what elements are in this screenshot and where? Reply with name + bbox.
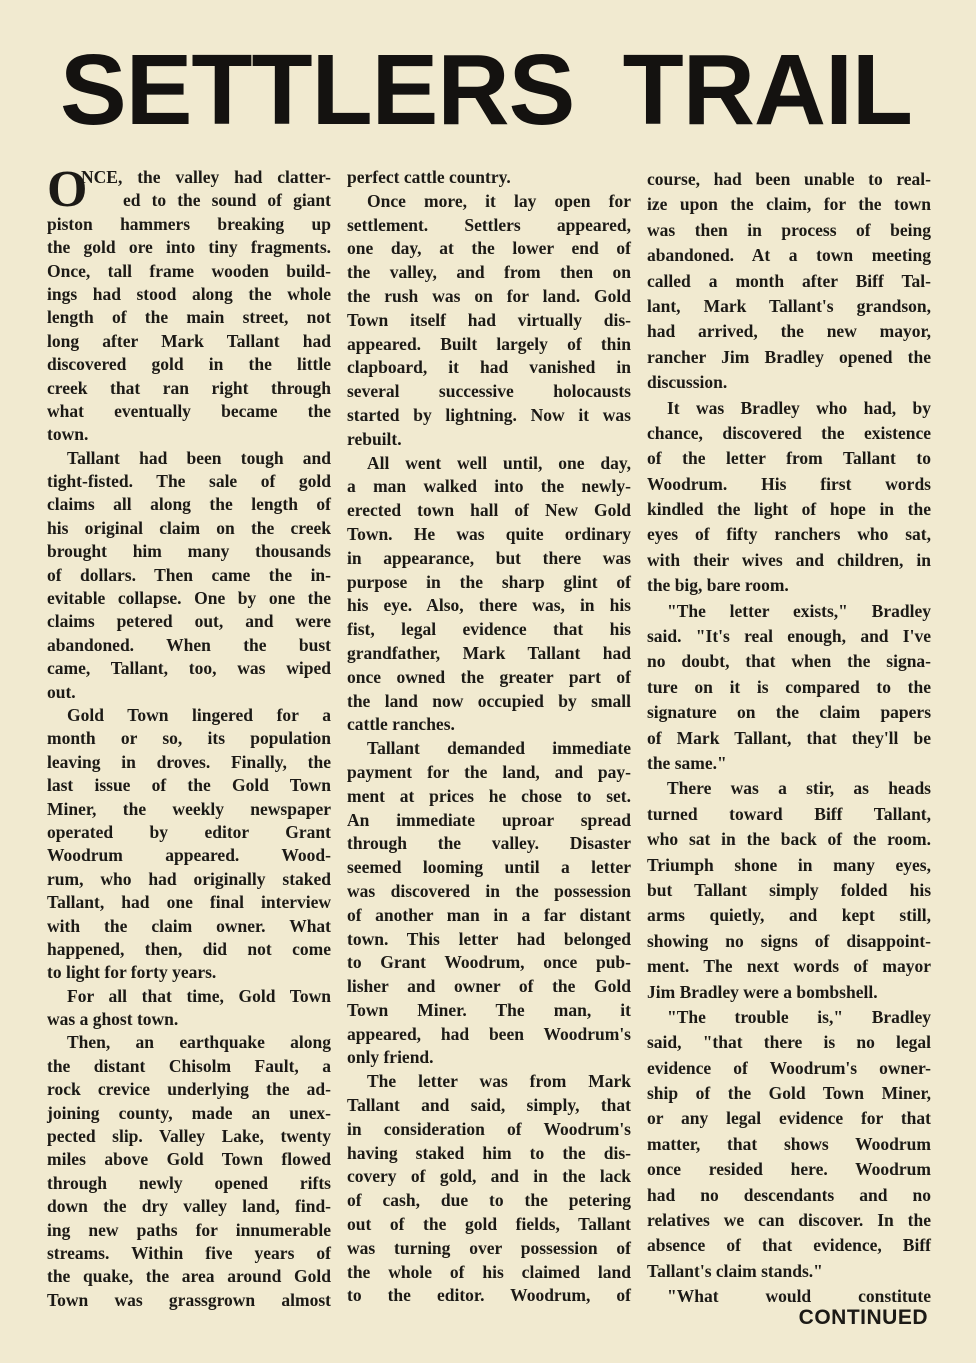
text-line: showing no signs of disappoint- [647, 930, 931, 951]
text-line: chance, discovered the existence [647, 422, 931, 443]
paragraph [347, 166, 631, 190]
text-line: was then in process of being [647, 219, 931, 240]
text-line: to Grant Woodrum, once pub- [347, 952, 631, 973]
text-line: ment at prices he chose to set. [347, 785, 631, 806]
paragraph [347, 452, 631, 738]
text-line: the distant Chisolm Fault, a [47, 1055, 331, 1076]
text-line: came, Tallant, too, was wiped [47, 658, 331, 679]
page-title [60, 30, 912, 150]
paragraph [47, 985, 331, 1032]
text-line: There was a stir, as heads [667, 778, 931, 799]
text-line: of cash, due to the petering [347, 1190, 631, 1211]
text-line: signature on the claim papers [647, 702, 931, 723]
text-line: in consideration of Woodrum's [347, 1118, 631, 1139]
text-line: Once more, it lay open for [367, 190, 631, 211]
text-line: Woodrum. His first words [647, 473, 931, 494]
text-line: covery of gold, and in the lack [347, 1166, 631, 1187]
text-line: out of the gold fields, Tallant [347, 1214, 631, 1235]
text-line: the gold ore into tiny fragments. [47, 237, 331, 258]
text-line: the quake, the area around Gold [47, 1266, 331, 1287]
paragraph [347, 190, 631, 452]
text-line: matter, that shows Woodrum [647, 1133, 931, 1154]
text-line: joining county, made an unex- [47, 1102, 331, 1123]
text-line: Then, an earthquake along [67, 1032, 331, 1053]
paragraph [47, 161, 331, 447]
text-line: to the editor. Woodrum, of [347, 1285, 631, 1306]
text-line: "The trouble is," Bradley [667, 1006, 931, 1027]
text-line: happened, then, did not come [47, 938, 331, 959]
text-line: miles above Gold Town flowed [47, 1149, 331, 1170]
text-line: in appearance, but there was [347, 547, 631, 568]
text-line: the valley, and from then on [347, 262, 631, 283]
paragraph [47, 447, 331, 704]
text-line: eyes of fifty ranchers who sat, [647, 524, 931, 545]
text-line: payment for the land, and pay- [347, 761, 631, 782]
text-line: Tallant demanded immediate [367, 738, 631, 759]
text-line: NCE, the valley had clatter- [81, 167, 331, 187]
text-line: one day, at the lower end of [347, 238, 631, 259]
text-line: through newly opened rifts [47, 1172, 331, 1193]
text-line: of Mark Tallant, that they'll be [647, 727, 931, 748]
text-line: of another man in a far distant [347, 904, 631, 925]
paragraph [47, 1031, 331, 1312]
text-line: the big, bare room. [647, 575, 789, 596]
text-line: rock crevice underlying the ad- [47, 1079, 331, 1100]
text-line: All went well until, one day, [367, 452, 631, 473]
paragraph [647, 599, 931, 777]
text-line: course, had been unable to real- [647, 169, 931, 189]
text-line: ed to the sound of giant [123, 190, 331, 211]
text-line: who sat in the back of the room. [647, 829, 931, 850]
text-line: The letter was from Mark [367, 1071, 631, 1092]
text-line: month or so, its population [47, 728, 331, 749]
text-line: had no descendants and no [647, 1184, 931, 1205]
text-line: only friend. [347, 1047, 434, 1068]
text-line: claims petered out, and were [47, 611, 331, 632]
text-line: ings had stood along the whole [47, 283, 331, 304]
text-line: discussion. [647, 372, 728, 393]
text-line: Gold Town lingered for a [67, 704, 331, 725]
text-line: the land now occupied by small [347, 690, 631, 711]
text-line: Tallant and said, simply, that [347, 1095, 631, 1116]
text-line: abandoned. When the bust [47, 634, 331, 655]
text-line: abandoned. At a town meeting [647, 245, 931, 266]
text-line: had arrived, the new mayor, [647, 321, 931, 342]
text-line: appeared. Built largely of thin [347, 333, 631, 354]
text-line: claims all along the length of [47, 494, 331, 515]
text-column-1 [47, 161, 331, 1312]
text-line: having staked him to the dis- [347, 1142, 631, 1163]
text-line: rancher Jim Bradley opened the [647, 346, 931, 367]
text-line: ing new paths for innumerable [47, 1219, 331, 1240]
text-line: Town itself had virtually dis- [347, 309, 631, 330]
paragraph [347, 737, 631, 1070]
text-line: streams. Within five years of [47, 1242, 331, 1263]
drop-cap: O [47, 161, 88, 218]
paragraph [47, 704, 331, 985]
text-line: turned toward Biff Tallant, [647, 803, 931, 824]
text-line: Town. He was quite ordinary [347, 523, 631, 544]
text-line: For all that time, Gold Town [67, 985, 331, 1006]
text-line: Miner, the weekly newspaper [47, 798, 331, 819]
text-column-2 [347, 166, 631, 1308]
text-line: An immediate uproar spread [347, 809, 631, 830]
paragraph [647, 167, 931, 396]
text-line: Town Miner. The man, it [347, 999, 631, 1020]
text-line: "The letter exists," Bradley [667, 600, 931, 621]
text-line: once resided here. Woodrum [647, 1159, 931, 1180]
text-line: rum, who had originally staked [47, 868, 331, 889]
text-line: Tallant, had one final interview [47, 892, 331, 913]
text-line: evitable collapse. One by one the [47, 588, 331, 609]
text-line: fist, legal evidence that his [347, 619, 631, 640]
title-word-trail: TRAIL [622, 34, 912, 146]
text-line: to light for forty years. [47, 962, 217, 983]
text-line: what eventually became the [47, 400, 331, 421]
text-line: was discovered in the possession [347, 880, 631, 901]
text-line: Once, tall frame wooden build- [47, 260, 331, 281]
text-line: lant, Mark Tallant's grandson, [647, 295, 931, 316]
text-line: called a month after Biff Tal- [647, 270, 931, 291]
text-line: down the dry valley land, find- [47, 1196, 331, 1217]
text-line: town. [47, 424, 89, 445]
paragraph [347, 1070, 631, 1308]
text-line: with their wives and children, in [647, 549, 931, 570]
text-line: through the valley. Disaster [347, 833, 631, 854]
text-line: erected town hall of New Gold [347, 500, 631, 521]
paragraph [647, 1005, 931, 1284]
text-line: purpose in the sharp glint of [347, 571, 631, 592]
text-line: evidence of Woodrum's owner- [647, 1057, 931, 1078]
text-line: his original claim on the creek [47, 517, 331, 538]
text-line: ship of the Gold Town Miner, [647, 1083, 931, 1104]
text-line: or any legal evidence for that [647, 1108, 931, 1129]
text-line: started by lightning. Now it was [347, 404, 631, 425]
text-line: Jim Bradley were a bombshell. [647, 981, 878, 1002]
paragraph [647, 776, 931, 1005]
text-line: discovered gold in the little [47, 354, 331, 375]
text-line: the whole of his claimed land [347, 1261, 631, 1282]
text-line: perfect cattle country. [347, 167, 511, 187]
text-line: of the letter from Tallant to [647, 448, 931, 469]
text-line: operated by editor Grant [47, 821, 331, 842]
text-line: brought him many thousands [47, 541, 331, 562]
text-line: piston hammers breaking up [47, 213, 331, 234]
text-line: once owned the greater part of [347, 666, 631, 687]
text-line: grandfather, Mark Tallant had [347, 642, 631, 663]
text-line: clapboard, it had vanished in [347, 357, 631, 378]
text-line: said, "that there is no legal [647, 1032, 931, 1053]
text-line: was turning over possession of [347, 1237, 631, 1258]
title-word-settlers: SETTLERS [60, 34, 575, 146]
text-line: the same." [647, 752, 727, 773]
text-line: ize upon the claim, for the town [647, 194, 931, 215]
text-line: Triumph shone in many eyes, [647, 854, 931, 875]
text-line: town. This letter had belonged [347, 928, 631, 949]
text-line: was a ghost town. [47, 1009, 179, 1030]
text-line: Tallant's claim stands." [647, 1260, 823, 1281]
text-line: Town was grassgrown almost [47, 1289, 331, 1310]
text-line: last issue of the Gold Town [47, 775, 331, 796]
continued-label: CONTINUED [798, 1306, 928, 1329]
text-line: kindled the light of hope in the [647, 499, 931, 520]
text-line: creek that ran right through [47, 377, 331, 398]
text-line: several successive holocausts [347, 381, 631, 402]
text-line: leaving in droves. Finally, the [47, 751, 331, 772]
text-line: relatives we can discover. In the [647, 1210, 931, 1231]
text-line: "What would constitute [667, 1286, 931, 1307]
text-line: absence of that evidence, Biff [647, 1235, 931, 1256]
text-line: out. [47, 681, 76, 702]
text-line: a man walked into the newly- [347, 476, 631, 497]
text-line: seemed looming until a letter [347, 857, 631, 878]
text-line: said. "It's real enough, and I've [647, 626, 931, 647]
text-line: settlement. Settlers appeared, [347, 214, 631, 235]
text-line: ture on it is compared to the [647, 676, 931, 697]
text-line: Woodrum appeared. Wood- [47, 845, 331, 866]
text-line: tight-fisted. The sale of gold [47, 471, 331, 492]
text-line: It was Bradley who had, by [667, 397, 931, 418]
text-line: rebuilt. [347, 428, 402, 449]
text-line: lisher and owner of the Gold [347, 976, 631, 997]
text-line: length of the main street, not [47, 307, 331, 328]
text-line: arms quietly, and kept still, [647, 905, 931, 926]
text-line: appeared, had been Woodrum's [347, 1023, 631, 1044]
text-line: with the claim owner. What [47, 915, 331, 936]
text-line: his eye. Also, there was, in his [347, 595, 631, 616]
text-line: the rush was on for land. Gold [347, 285, 631, 306]
text-line: but Tallant simply folded his [647, 879, 931, 900]
text-line: of dollars. Then came the in- [47, 564, 331, 585]
text-line: long after Mark Tallant had [47, 330, 331, 351]
text-line: pected slip. Valley Lake, twenty [47, 1126, 331, 1147]
text-column-3 [647, 167, 931, 1310]
text-line: Tallant had been tough and [67, 447, 331, 468]
text-line: ment. The next words of mayor [647, 956, 931, 977]
text-line: no doubt, that when the signa- [647, 651, 931, 672]
text-line: cattle ranches. [347, 714, 455, 735]
paragraph [647, 396, 931, 599]
